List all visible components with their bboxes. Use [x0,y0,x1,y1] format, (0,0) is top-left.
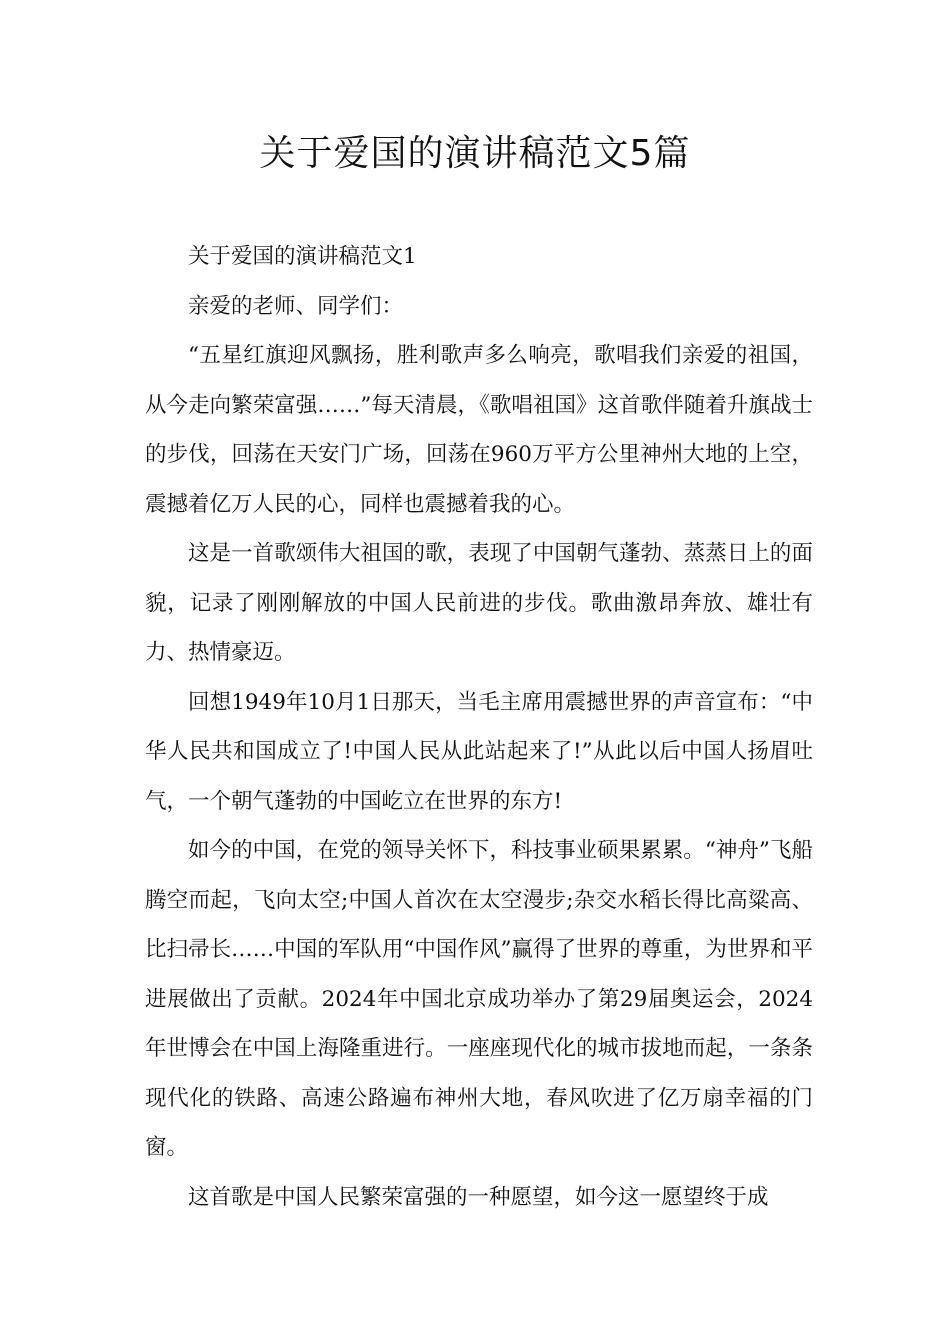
document-body [145,232,813,1222]
section-heading: 关于爱国的演讲稿范文1 [188,244,417,269]
paragraph: 这是一首歌颂伟大祖国的歌，表现了中国朝气蓬勃、蒸蒸日上的面貌，记录了刚刚解放的中国人民前进的步伐。歌曲激昂奔放、雄壮有力、热情豪迈。 [145,541,813,665]
paragraph: 这首歌是中国人民繁荣富强的一种愿望，如今这一愿望终于成 [188,1184,769,1210]
paragraph: “五星红旗迎风飘扬，胜利歌声多么响亮，歌唱我们亲爱的祖国，从今走向繁荣富强……”每天清晨，《歌唱祖国》这首歌伴随着升旗战士的步伐，回荡在天安门广场，回荡在960万平方公里神州大地的上空，震撼着亿万人民的心，同样也震撼着我的心。 [145,343,813,517]
salutation: 亲爱的老师、同学们： [188,293,404,319]
paragraph: 如今的中国，在党的领导关怀下，科技事业硕果累累。“神舟”飞船腾空而起，飞向太空;中国人首次在太空漫步;杂交水稻长得比高粱高、比扫帚长……中国的军队用“中国作风”赢得了世界的尊重，为世界和平进展做出了贡献。2024年中国北京成功举办了第29届奥运会，2024年世博会在中国上海隆重进行。一座座现代化的城市拔地而起，一条条现代化的铁路、高速公路遍布神州大地，春风吹进了亿万扇幸福的门窗。 [145,838,813,1160]
document-title: 关于爱国的演讲稿范文5篇 [259,133,691,174]
paragraph: 回想1949年10月1日那天，当毛主席用震撼世界的声音宣布：“中华人民共和国成立了!中国人民从此站起来了!”从此以后中国人扬眉吐气，一个朝气蓬勃的中国屹立在世界的东方! [145,689,813,814]
